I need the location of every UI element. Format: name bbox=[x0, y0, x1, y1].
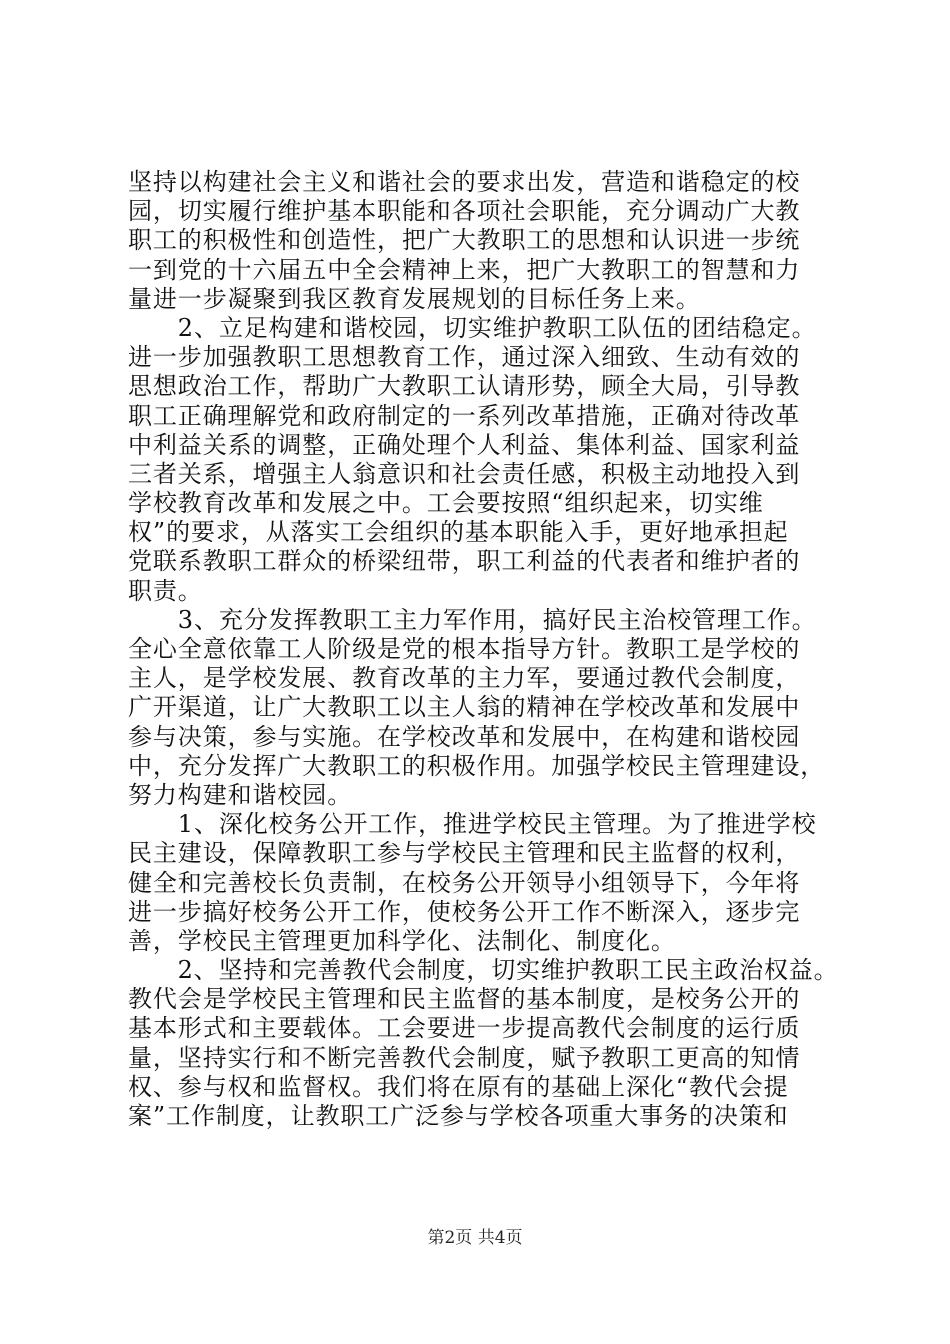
text-line: 进一步加强教职工思想教育工作，通过深入细致、生动有效的 bbox=[128, 343, 801, 372]
text-line: 进一步搞好校务公开工作，使校务公开工作不断深入，逐步完 bbox=[128, 897, 801, 926]
text-line: 权”的要求，从落实工会组织的基本职能入手，更好地承担起 bbox=[128, 518, 789, 547]
text-line: 全心全意依靠工人阶级是党的根本指导方针。教职工是学校的 bbox=[128, 635, 801, 663]
text-line: 参与决策，参与实施。在学校改革和发展中，在构建和谐校园 bbox=[128, 722, 801, 751]
text-line: 职工正确理解党和政府制定的一系列改革措施，正确对待改革 bbox=[128, 401, 801, 430]
text-line: 教代会是学校民主管理和民主监督的基本制度，是校务公开的 bbox=[128, 985, 801, 1014]
text-line: 案”工作制度，让教职工广泛参与学校各项重大事务的决策和 bbox=[128, 1102, 789, 1130]
text-line: 职工的积极性和创造性，把广大教职工的思想和认识进一步统 bbox=[128, 226, 801, 255]
text-line: 2、立足构建和谐校园，切实维护教职工队伍的团结稳定。 bbox=[128, 313, 817, 342]
text-line: 3、充分发挥教职工主力军作用，搞好民主治校管理工作。 bbox=[128, 605, 817, 634]
text-line: 一到党的十六届五中全会精神上来，把广大教职工的智慧和力 bbox=[128, 255, 801, 284]
document-body bbox=[128, 168, 838, 1131]
text-line: 努力构建和谐校园。 bbox=[128, 780, 353, 809]
text-line: 园，切实履行维护基本职能和各项社会职能，充分调动广大教 bbox=[128, 197, 801, 226]
text-line: 中利益关系的调整，正确处理个人利益、集体利益、国家利益 bbox=[128, 430, 801, 459]
text-line: 量，坚持实行和不断完善教代会制度，赋予教职工更高的知情 bbox=[128, 1043, 801, 1072]
text-line: 健全和完善校长负责制，在校务公开领导小组领导下，今年将 bbox=[128, 868, 801, 897]
text-line: 2、坚持和完善教代会制度，切实维护教职工民主政治权益。 bbox=[128, 956, 839, 985]
text-line: 民主建设，保障教职工参与学校民主管理和民主监督的权利， bbox=[128, 839, 801, 868]
text-line: 党联系教职工群众的桥梁纽带，职工利益的代表者和维护者的 bbox=[128, 547, 801, 576]
text-line: 广开渠道，让广大教职工以主人翁的精神在学校改革和发展中 bbox=[128, 693, 801, 722]
text-line: 主人，是学校发展、教育改革的主力军，要通过教代会制度， bbox=[128, 664, 801, 693]
text-line: 量进一步凝聚到我区教育发展规划的目标任务上来。 bbox=[128, 284, 701, 313]
text-line: 坚持以构建社会主义和谐社会的要求出发，营造和谐稳定的校 bbox=[128, 168, 801, 196]
text-line: 中，充分发挥广大教职工的积极作用。加强学校民主管理建设， bbox=[128, 751, 826, 780]
text-line: 学校教育改革和发展之中。工会要按照“组织起来，切实维 bbox=[128, 489, 764, 518]
text-line: 三者关系，增强主人翁意识和社会责任感，积极主动地投入到 bbox=[128, 459, 801, 488]
text-line: 权、参与权和监督权。我们将在原有的基础上深化“教代会提 bbox=[128, 1072, 789, 1101]
text-line: 善，学校民主管理更加科学化、法制化、制度化。 bbox=[128, 926, 676, 955]
text-line: 1、深化校务公开工作，推进学校民主管理。为了推进学校 bbox=[128, 810, 817, 839]
text-line: 职责。 bbox=[128, 576, 203, 605]
text-line: 思想政治工作，帮助广大教职工认请形势，顾全大局，引导教 bbox=[128, 372, 801, 401]
text-line: 基本形式和主要载体。工会要进一步提高教代会制度的运行质 bbox=[128, 1014, 801, 1043]
page-footer: 第2页 共4页 bbox=[427, 1228, 523, 1248]
